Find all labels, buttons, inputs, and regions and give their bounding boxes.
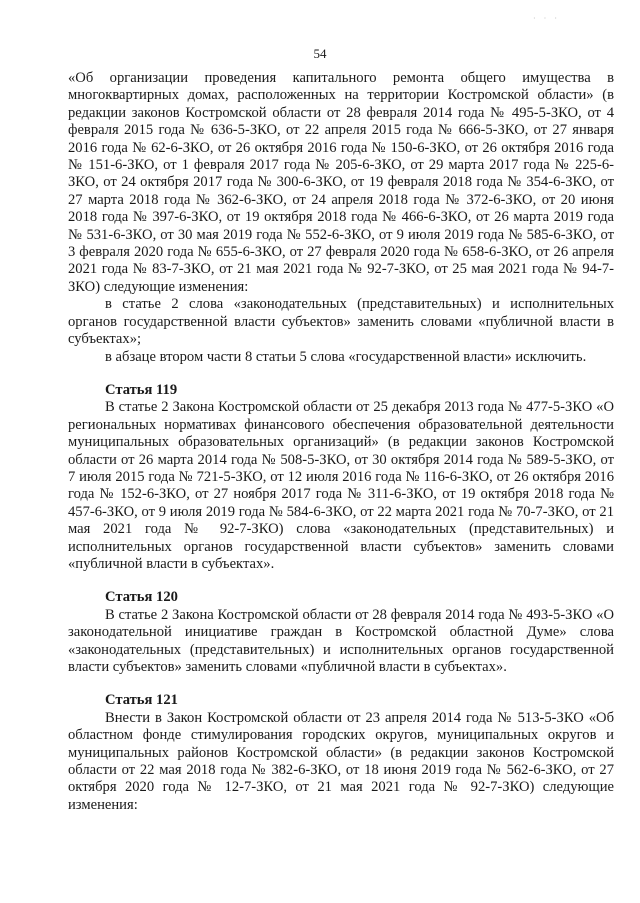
document-body [68, 70, 614, 814]
paragraph-article-121: Внести в Закон Костромской области от 23 апреля 2014 года № 513-5-ЗКО «Об областном фонде стимулирования городских округов, муниципальных округов и муниципальных районов Костромской области» (в редакции законов Костромской области от 22 мая 2018 года № 382-6-ЗКО, от 18 июня 2019 года № 562-6-ЗКО, от 27 октября 2020 года № 12-7-ЗКО, от 21 мая 2021 года № 92-7-ЗКО) следующие изменения: [68, 709, 614, 813]
paragraph-article-5-change: в абзаце втором части 8 статьи 5 слова «государственной власти» исключить. [105, 348, 587, 365]
scan-corner-mark: · · · [533, 14, 560, 23]
paragraph-law-amendment-list: «Об организации проведения капитального ремонта общего имущества в многоквартирных домах, расположенных на территории Костромской области» (в редакции законов Костромской области от 28 февраля 2014 года № 495-5-ЗКО, от 4 февраля 2015 года № 636-5-ЗКО, от 22 апреля 2015 года № 666-5-ЗКО, от 27 января 2016 года № 62-6-ЗКО, от 26 октября 2016 года № 150-6-ЗКО, от 26 октября 2016 года № 151-6-ЗКО, от 1 февраля 2017 года № 205-6-ЗКО, от 29 марта 2017 года № 225-6-ЗКО, от 24 октября 2017 года № 300-6-ЗКО, от 19 февраля 2018 года № 354-6-ЗКО, от 27 марта 2018 года № 362-6-ЗКО, от 24 апреля 2018 года № 372-6-ЗКО, от 20 июня 2018 года № 397-6-ЗКО, от 19 октября 2018 года № 466-6-ЗКО, от 26 марта 2019 года № 531-6-ЗКО, от 30 мая 2019 года № 552-6-ЗКО, от 9 июля 2019 года № 585-6-ЗКО, от 3 февраля 2020 года № 655-6-ЗКО, от 27 февраля 2020 года № 658-6-ЗКО, от 26 апреля 2021 года № 83-7-ЗКО, от 21 мая 2021 года № 92-7-ЗКО, от 25 мая 2021 года № 94-7-ЗКО) следующие изменения: [68, 70, 614, 295]
article-title-119: Статья 119 [105, 381, 178, 398]
paragraph-article-119: В статье 2 Закона Костромской области от 25 декабря 2013 года № 477-5-ЗКО «О региональных нормативах финансового обеспечения образовательной деятельности муниципальных образовательных организаций» (в редакции законов Костромской области от 26 марта 2014 года № 508-5-ЗКО, от 30 октября 2014 года № 589-5-ЗКО, от 7 июля 2015 года № 721-5-ЗКО, от 12 июля 2016 года № 116-6-ЗКО, от 26 октября 2016 года № 152-6-ЗКО, от 27 ноября 2017 года № 311-6-ЗКО, от 19 октября 2018 года № 457-6-ЗКО, от 9 июля 2019 года № 584-6-ЗКО, от 22 марта 2021 года № 70-7-ЗКО, от 21 мая 2021 года № 92-7-ЗКО) слова «законодательных (представительных) и исполнительных органов государственной власти субъектов» заменить словами «публичной власти в субъектах». [68, 399, 614, 572]
article-title-121: Статья 121 [105, 692, 178, 709]
paragraph-article-2-change: в статье 2 слова «законодательных (представительных) и исполнительных органов государственной власти субъектов» заменить словами «публичной власти в субъектах»; [68, 296, 614, 348]
paragraph-article-120: В статье 2 Закона Костромской области от 28 февраля 2014 года № 493-5-ЗКО «О законодательной инициативе граждан в Костромской областной Думе» слова «законодательных (представительных) и исполнительных органов государственной власти субъектов» заменить словами «публичной власти в субъектах». [68, 606, 614, 675]
page-number: 54 [313, 46, 327, 61]
article-title-120: Статья 120 [105, 589, 178, 606]
